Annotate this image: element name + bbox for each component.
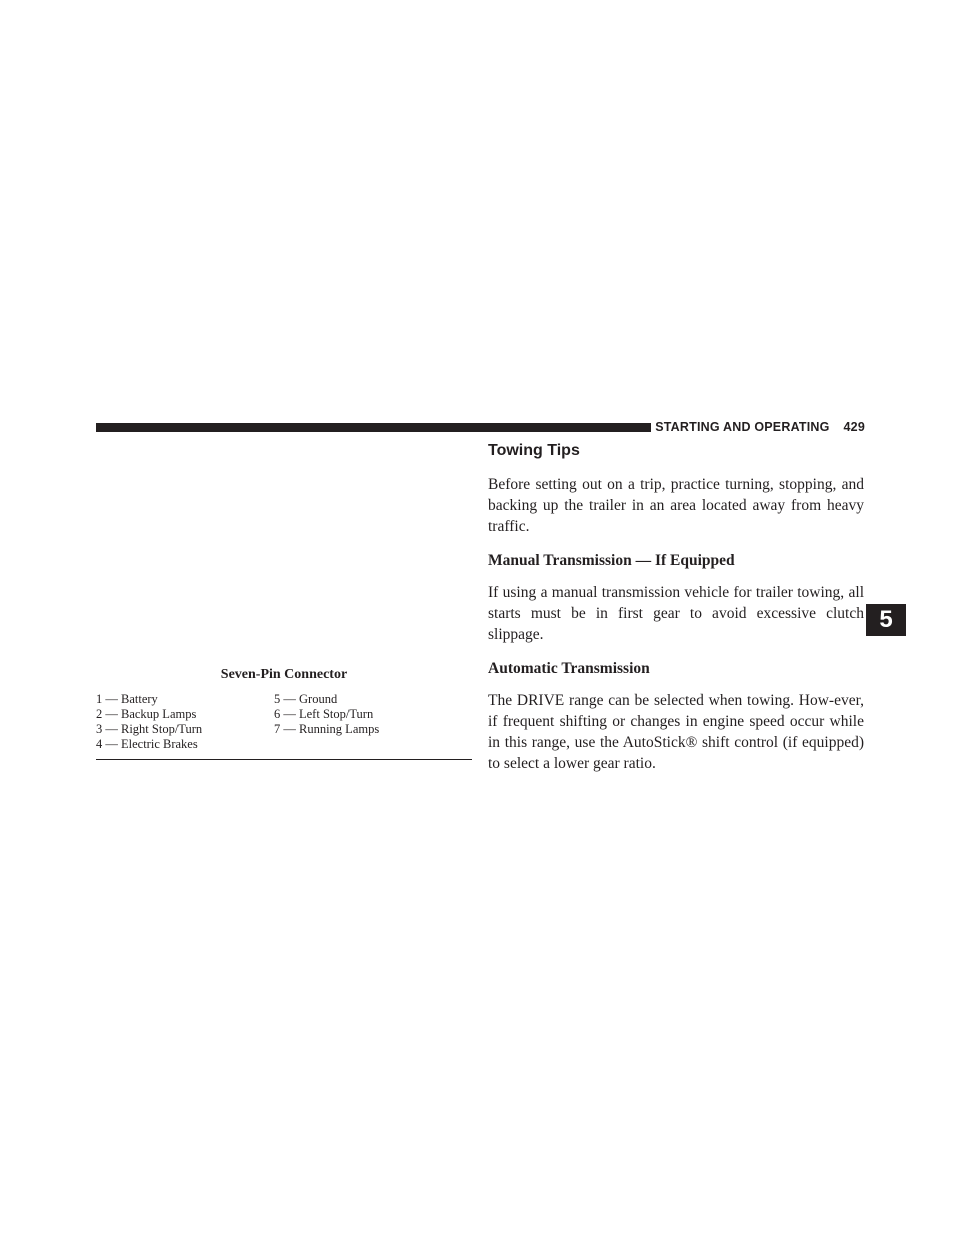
legend-item: 7 — Running Lamps — [274, 722, 380, 736]
section-title: Towing Tips — [488, 442, 580, 459]
legend-item: 1 — Battery — [96, 692, 158, 706]
running-header — [655, 418, 865, 436]
figure-image-area — [96, 448, 472, 658]
intro-paragraph: Before setting out on a trip, practice turning, stopping, and backing up the trailer in an area located away from heavy traffic. — [488, 476, 864, 535]
header-rule — [96, 423, 651, 432]
legend-item — [274, 737, 472, 752]
header-section-title: STARTING AND OPERATING — [655, 420, 830, 434]
main-text-column — [488, 441, 864, 774]
caption-divider — [96, 759, 472, 760]
manual-transmission-paragraph: If using a manual transmission vehicle for trailer towing, all starts must be in first gear to avoid excessive clutch slippage. — [488, 584, 864, 643]
legend-item: 5 — Ground — [274, 692, 338, 706]
figure-caption-title: Seven-Pin Connector — [220, 667, 348, 682]
chapter-tab: 5 — [866, 604, 906, 636]
automatic-transmission-paragraph: The DRIVE range can be selected when towing. How-ever, if frequent shifting or changes in engine speed occur while in this range, use the AutoStick® shift control (if equipped) to select a lower gear ratio. — [488, 692, 864, 772]
legend-item: 3 — Right Stop/Turn — [96, 722, 203, 736]
automatic-transmission-heading: Automatic Transmission — [488, 660, 650, 677]
legend-item: 2 — Backup Lamps — [96, 707, 197, 721]
figure-legend — [96, 692, 472, 752]
page-number: 429 — [843, 420, 865, 434]
legend-item: 4 — Electric Brakes — [96, 737, 198, 751]
manual-transmission-heading: Manual Transmission — If Equipped — [488, 552, 735, 569]
legend-item: 6 — Left Stop/Turn — [274, 707, 374, 721]
